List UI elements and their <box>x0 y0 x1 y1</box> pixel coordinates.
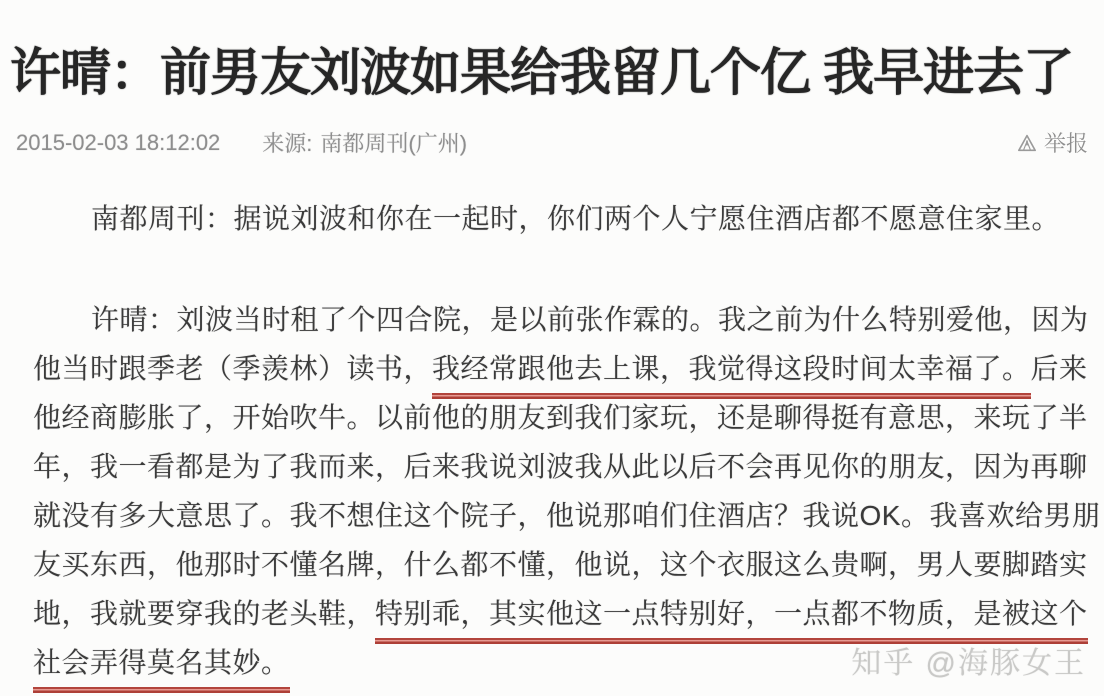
text-segment: 南都周刊：据说刘波和你在一起时，你们两个人宁愿住酒店都不愿意住家里。 <box>91 203 1061 234</box>
text-line <box>33 393 1090 442</box>
report-button[interactable] <box>1017 127 1088 158</box>
text-segment: 就没有多大意思了。我不想住这个院子，他说那咱们住酒店？我说OK。我喜欢给男朋 <box>33 500 1101 531</box>
text-segment: 后来 <box>1030 353 1088 384</box>
text-segment: 他经商膨胀了，开始吹牛。以前他的朋友到我们家玩，还是聊得挺有意思，来玩了半 <box>33 402 1088 433</box>
article-body <box>0 194 1104 687</box>
text-line <box>33 442 1090 491</box>
article-title: 许晴：前男友刘波如果给我留几个亿 我早进去了 <box>10 44 1074 101</box>
text-segment: 他当时跟季老（季羡林）读书， <box>33 353 433 384</box>
report-button-label: 举报 <box>1043 131 1088 156</box>
text-segment: 友买东西，他那时不懂名牌，什么都不懂，他说，这个衣服这么贵啊，男人要脚踏实 <box>33 549 1088 580</box>
publish-timestamp: 2015-02-03 18:12:02 <box>16 129 221 155</box>
text-segment: 地，我就要穿我的老头鞋， <box>33 598 376 629</box>
text-segment: 年，我一看都是为了我而来，后来我说刘波我从此以后不会再见你的朋友，因为再聊 <box>33 451 1088 482</box>
zhihu-watermark: 知乎 @海豚女王 <box>851 647 1086 680</box>
text-line <box>33 491 1101 540</box>
text-segment: 许晴：刘波当时租了个四合院，是以前张作霖的。我之前为什么特别爱他，因为 <box>91 304 1089 335</box>
red-underlined-text: 我经常跟他去上课，我觉得这段时间太幸福了。 <box>432 344 1031 399</box>
article-meta-bar <box>0 127 1104 158</box>
text-line <box>33 344 1090 393</box>
text-line <box>33 589 1090 638</box>
article-source <box>262 127 467 158</box>
text-line <box>33 194 1090 243</box>
report-flag-icon <box>1017 134 1037 152</box>
source-name: 南都周刊(广州) <box>320 131 468 156</box>
text-line <box>33 540 1090 589</box>
red-underlined-text: 社会弄得莫名其妙。 <box>33 638 290 693</box>
paragraph <box>33 295 1101 687</box>
text-line <box>33 295 1090 344</box>
source-label: 来源: <box>262 131 313 156</box>
red-underlined-text: 特别乖，其实他这一点特别好，一点都不物质，是被这个 <box>375 589 1088 644</box>
paragraph <box>33 194 1090 243</box>
